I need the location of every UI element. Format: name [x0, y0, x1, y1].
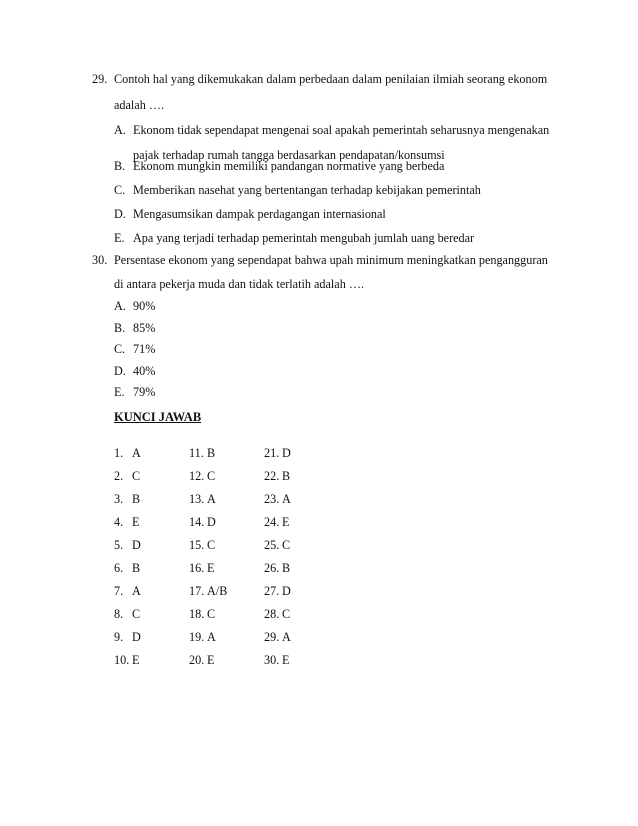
answer-key-number: 24.: [264, 515, 280, 529]
option-text: 85%: [133, 321, 156, 335]
answer-key-answer: D: [207, 515, 216, 529]
answer-key-number: 16.: [189, 561, 205, 575]
option-letter: C.: [114, 342, 126, 356]
answer-key-number: 12.: [189, 469, 205, 483]
answer-key-number: 8.: [114, 607, 124, 621]
answer-key-answer: A: [207, 630, 216, 644]
option-text: Mengasumsikan dampak perdagangan internasional: [133, 207, 386, 221]
option-letter: E.: [114, 231, 125, 245]
answer-key-answer: C: [207, 607, 216, 621]
option-letter: A.: [114, 299, 126, 313]
answer-key-answer: C: [282, 538, 291, 552]
answer-key-number: 26.: [264, 561, 280, 575]
option-text: 79%: [133, 385, 156, 399]
answer-key-number: 7.: [114, 584, 124, 598]
answer-key-number: 3.: [114, 492, 124, 506]
answer-key-answer: C: [207, 469, 216, 483]
answer-key-answer: D: [282, 584, 291, 598]
option-letter: D.: [114, 207, 126, 221]
answer-key-number: 10.: [114, 653, 130, 667]
answer-key-heading: KUNCI JAWAB: [114, 410, 202, 424]
option-text: pajak terhadap rumah tangga berdasarkan pendapatan/konsumsi: [133, 148, 445, 162]
answer-key-number: 5.: [114, 538, 124, 552]
answer-key-answer: D: [132, 538, 141, 552]
option-text: 71%: [133, 342, 156, 356]
answer-key-answer: A/B: [207, 584, 228, 598]
answer-key-answer: B: [132, 492, 141, 506]
answer-key-number: 11.: [189, 446, 204, 460]
answer-key-number: 25.: [264, 538, 280, 552]
answer-key-number: 22.: [264, 469, 280, 483]
question-text-line: Persentase ekonom yang sependapat bahwa upah minimum meningkatkan pengangguran: [114, 253, 548, 267]
answer-key-answer: C: [207, 538, 216, 552]
answer-key-number: 2.: [114, 469, 124, 483]
answer-key-answer: B: [132, 561, 141, 575]
answer-key-number: 20.: [189, 653, 205, 667]
answer-key-answer: A: [282, 630, 291, 644]
option-letter: E.: [114, 385, 125, 399]
option-text: Ekonom tidak sependapat mengenai soal apakah pemerintah seharusnya mengenakan: [133, 123, 550, 137]
question-text-line: di antara pekerja muda dan tidak terlatih adalah ….: [114, 277, 365, 291]
option-letter: B.: [114, 159, 126, 173]
answer-key-answer: E: [282, 515, 290, 529]
question-text-line: Contoh hal yang dikemukakan dalam perbedaan dalam penilaian ilmiah seorang ekonom: [114, 72, 548, 86]
answer-key-answer: A: [132, 584, 141, 598]
answer-key-number: 27.: [264, 584, 280, 598]
option-letter: B.: [114, 321, 126, 335]
answer-key-answer: E: [207, 653, 215, 667]
answer-key-answer: C: [282, 607, 291, 621]
question-number: 30.: [92, 253, 108, 267]
answer-key-answer: A: [282, 492, 291, 506]
answer-key-answer: B: [207, 446, 216, 460]
option-text: Ekonom mungkin memiliki pandangan normative yang berbeda: [133, 159, 445, 173]
answer-key-answer: D: [132, 630, 141, 644]
answer-key-answer: E: [282, 653, 290, 667]
answer-key-number: 23.: [264, 492, 280, 506]
option-text: 90%: [133, 299, 156, 313]
answer-key-number: 18.: [189, 607, 205, 621]
option-letter: D.: [114, 364, 126, 378]
answer-key-answer: B: [282, 469, 291, 483]
option-text: Apa yang terjadi terhadap pemerintah mengubah jumlah uang beredar: [133, 231, 475, 245]
answer-key-answer: E: [207, 561, 215, 575]
answer-key-answer: A: [207, 492, 216, 506]
answer-key-number: 9.: [114, 630, 124, 644]
answer-key-answer: E: [132, 653, 140, 667]
answer-key-number: 28.: [264, 607, 280, 621]
answer-key-answer: C: [132, 607, 141, 621]
answer-key-number: 15.: [189, 538, 205, 552]
answer-key-number: 17.: [189, 584, 205, 598]
question-text-line: adalah ….: [114, 98, 165, 112]
answer-key-answer: E: [132, 515, 140, 529]
question-number: 29.: [92, 72, 108, 86]
option-text: 40%: [133, 364, 156, 378]
answer-key-number: 4.: [114, 515, 124, 529]
answer-key-answer: C: [132, 469, 141, 483]
answer-key-number: 19.: [189, 630, 205, 644]
answer-key-number: 29.: [264, 630, 280, 644]
answer-key-number: 6.: [114, 561, 124, 575]
option-text: Memberikan nasehat yang bertentangan terhadap kebijakan pemerintah: [133, 183, 481, 197]
answer-key-answer: D: [282, 446, 291, 460]
answer-key-number: 21.: [264, 446, 280, 460]
answer-key-answer: B: [282, 561, 291, 575]
answer-key-number: 1.: [114, 446, 124, 460]
answer-key-answer: A: [132, 446, 141, 460]
option-letter: A.: [114, 123, 126, 137]
answer-key-number: 14.: [189, 515, 205, 529]
answer-key-number: 13.: [189, 492, 205, 506]
option-letter: C.: [114, 183, 126, 197]
answer-key-number: 30.: [264, 653, 280, 667]
